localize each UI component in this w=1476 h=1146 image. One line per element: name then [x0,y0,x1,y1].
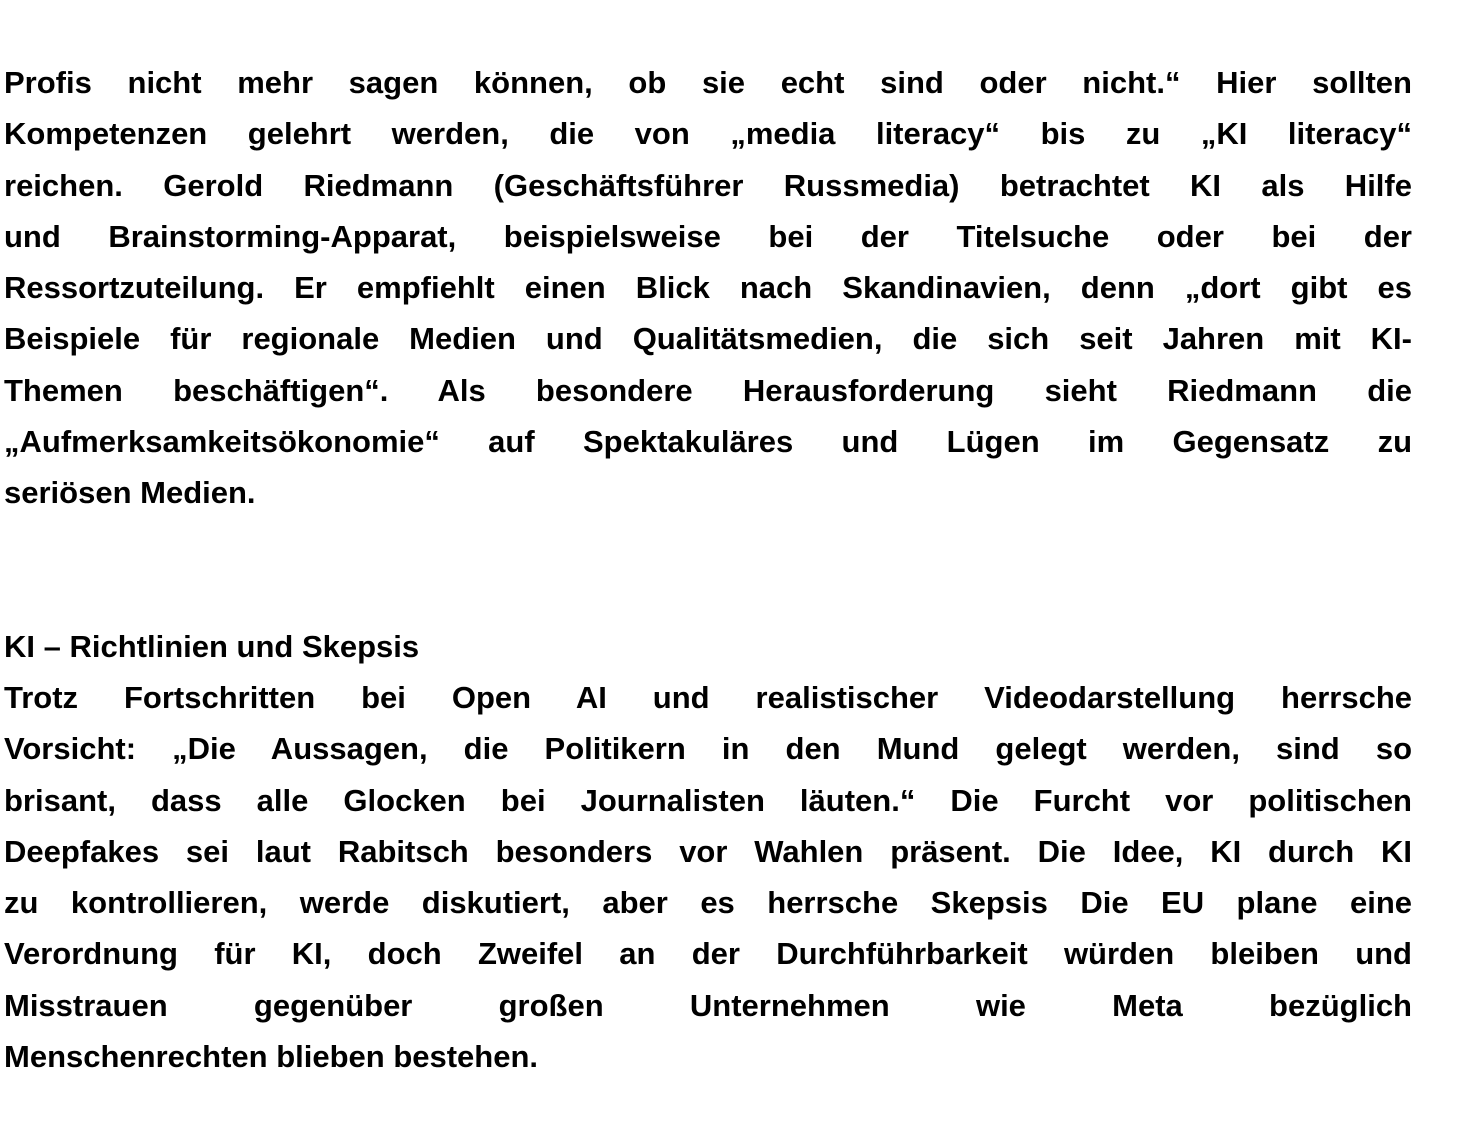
paragraph-2 [4,672,1412,1082]
paragraph-line: Menschenrechten blieben bestehen. [4,1039,539,1075]
paragraph-line: reichen. Gerold Riedmann (Geschäftsführer Russmedia) betrachtet KI als Hilfe [4,167,1412,203]
paragraph-line: Vorsicht: „Die Aussagen, die Politikern in den Mund gelegt werden, sind so [4,731,1412,767]
paragraph-line: Misstrauen gegenüber großen Unternehmen wie Meta bezüglich [4,987,1412,1023]
section-heading-text: KI – Richtlinien und Skepsis [4,629,420,664]
paragraph-line: Verordnung für KI, doch Zweifel an der Durchführbarkeit würden bleiben und [4,936,1412,972]
paragraph-line: zu kontrollieren, werde diskutiert, aber es herrsche Skepsis Die EU plane eine [4,885,1412,921]
section-heading [4,621,1412,672]
paragraph-line: Ressortzuteilung. Er empfiehlt einen Blick nach Skandinavien, denn „dort gibt es [4,270,1412,306]
paragraph-line: und Brainstorming-Apparat, beispielsweise bei der Titelsuche oder bei der [4,218,1412,254]
paragraph-line: Deepfakes sei laut Rabitsch besonders vor Wahlen präsent. Die Idee, KI durch KI [4,833,1412,869]
paragraph-line: seriösen Medien. [4,475,256,511]
paragraph-line: brisant, dass alle Glocken bei Journalisten läuten.“ Die Furcht vor politischen [4,782,1412,818]
paragraph-line: Beispiele für regionale Medien und Qualitätsmedien, die sich seit Jahren mit KI- [4,321,1412,357]
paragraph-line: Themen beschäftigen“. Als besondere Herausforderung sieht Riedmann die [4,372,1412,408]
paragraph-line: Trotz Fortschritten bei Open AI und realistischer Videodarstellung herrsche [4,680,1412,715]
paragraph-line: „Aufmerksamkeitsökonomie“ auf Spektakuläres und Lügen im Gegensatz zu [4,424,1412,460]
paragraph-1 [4,57,1412,519]
paragraph-line: Profis nicht mehr sagen können, ob sie echt sind oder nicht.“ Hier sollten [4,65,1412,100]
paragraph-line: Kompetenzen gelehrt werden, die von „media literacy“ bis zu „KI literacy“ [4,116,1412,152]
